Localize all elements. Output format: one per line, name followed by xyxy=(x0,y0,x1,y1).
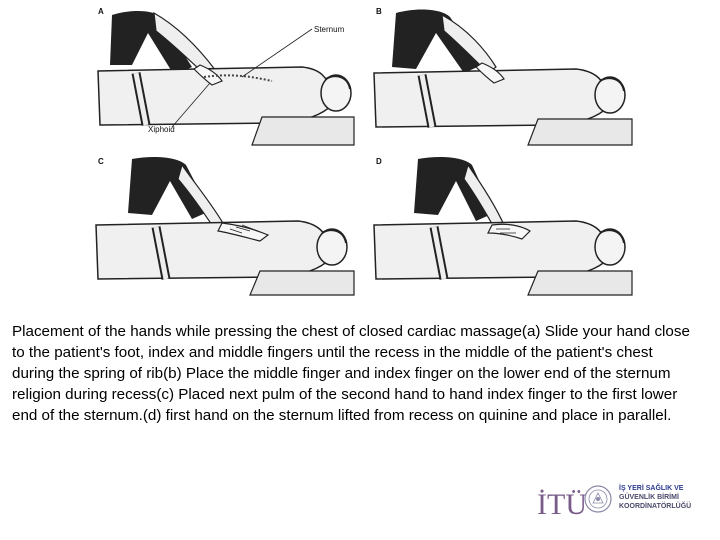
unit-name-line-3: KOORDİNATÖRLÜĞÜ xyxy=(619,503,692,510)
panel-letter-d: D xyxy=(376,157,382,166)
panel-letter-a: A xyxy=(98,7,104,16)
illustration-panel-a xyxy=(92,5,357,147)
illustration-panel-b xyxy=(370,5,635,147)
cpr-illustration-d xyxy=(370,155,635,297)
cpr-illustration-b xyxy=(370,5,635,147)
unit-name xyxy=(619,484,714,511)
unit-name-line-1: İŞ YERİ SAĞLIK VE xyxy=(619,485,684,492)
figure-caption: Placement of the hands while pressing the chest of closed cardiac massage(a) Slide your hand close to the patient's foot, index and middle fingers until the recess in the middle of the patient's chest during the spring of rib(b) Place the middle finger and index finger on the lower end of the sternum religion during recess(c) Placed next pulm of the second hand to hand index finger to the first lower end of the sternum.(d) first hand on the sternum lifted from recess on quinine and place in parallel. xyxy=(12,323,690,424)
panel-letter-c: C xyxy=(98,157,104,166)
callout-sternum: Sternum xyxy=(314,25,345,34)
panel-letter-b: B xyxy=(376,7,382,16)
illustration-panel-c xyxy=(92,155,357,297)
unit-name-line-2: GÜVENLİK BİRİMİ xyxy=(619,494,679,501)
university-seal-icon xyxy=(583,482,613,516)
itu-logo: İTÜ xyxy=(537,488,587,521)
cpr-illustration-c xyxy=(92,155,357,297)
illustration-panel-d xyxy=(370,155,635,297)
callout-xiphoid: Xiphoid xyxy=(148,125,175,134)
